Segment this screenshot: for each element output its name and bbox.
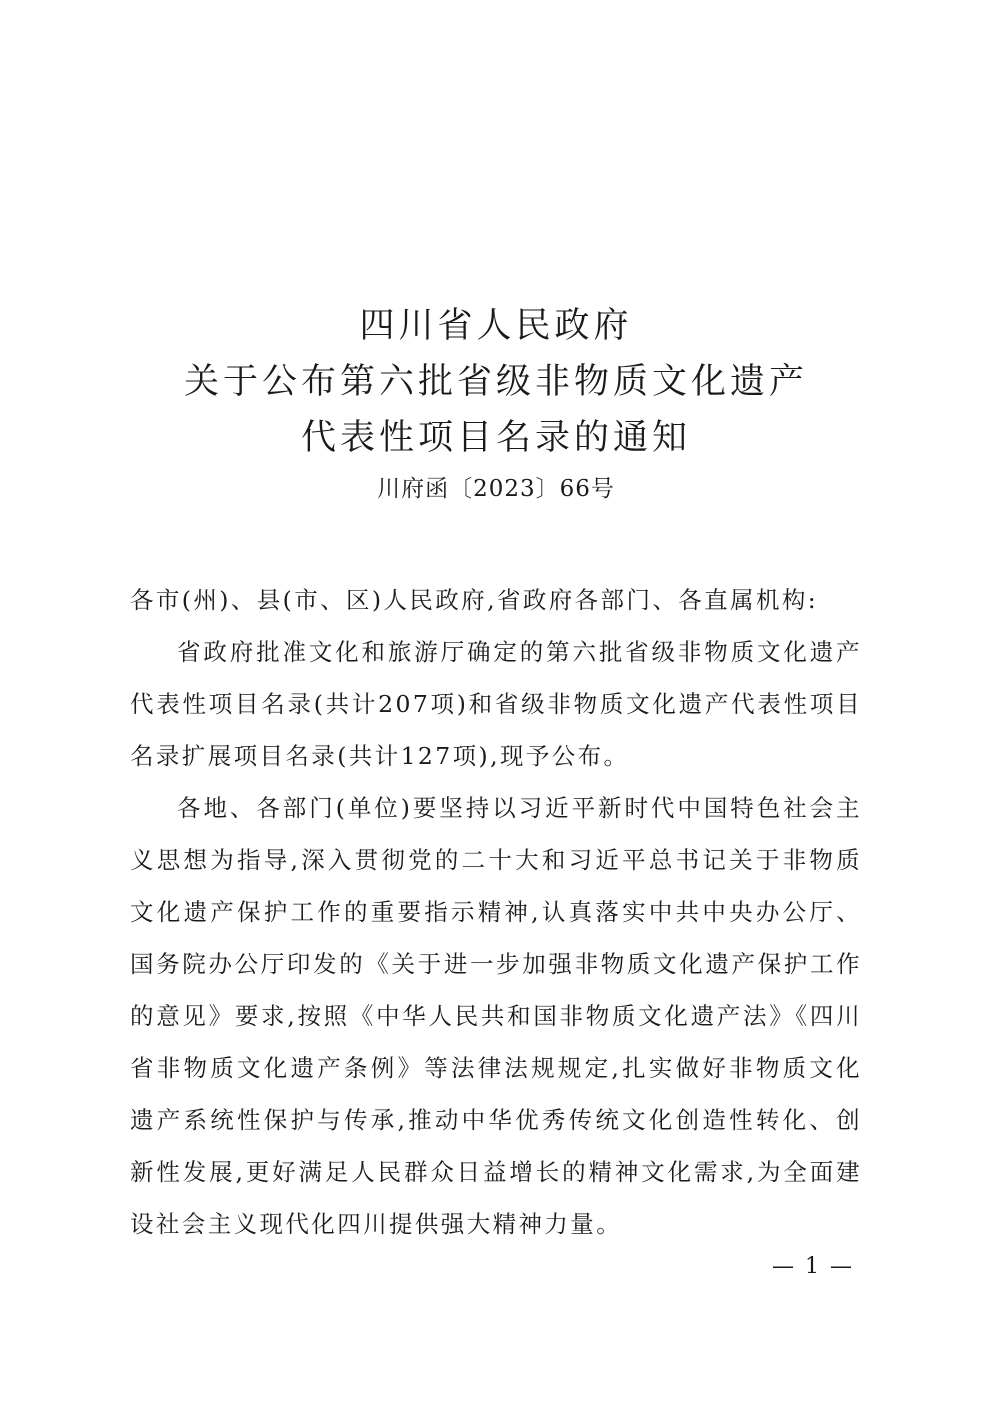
- document-title-block: [0, 298, 992, 506]
- document-body: [130, 574, 862, 1250]
- page-number: — 1 —: [772, 1254, 854, 1279]
- title-subject-line-2: 代表性项目名录的通知: [300, 418, 691, 458]
- title-issuer: 四川省人民政府: [359, 306, 633, 346]
- document-number: 川府函〔2023〕66号: [377, 476, 615, 502]
- salutation: 各市(州)、县(市、区)人民政府,省政府各部门、各直属机构:: [130, 586, 819, 614]
- paragraph-requirements: 各地、各部门(单位)要坚持以习近平新时代中国特色社会主义思想为指导,深入贯彻党的二十大和习近平总书记关于非物质文化遗产保护工作的重要指示精神,认真落实中共中央办公厅、国务院办公厅印发的《关于进一步加强非物质文化遗产保护工作的意见》要求,按照《中华人民共和国非物质文化遗产法》《四川省非物质文化遗产条例》等法律法规规定,扎实做好非物质文化遗产系统性保护与传承,推动中华优秀传统文化创造性转化、创新性发展,更好满足人民群众日益增长的精神文化需求,为全面建设社会主义现代化四川提供强大精神力量。: [130, 794, 862, 1238]
- title-subject-line-1: 关于公布第六批省级非物质文化遗产: [183, 362, 808, 402]
- paragraph-announcement: 省政府批准文化和旅游厅确定的第六批省级非物质文化遗产代表性项目名录(共计207项)和省级非物质文化遗产代表性项目名录扩展项目名录(共计127项),现予公布。: [130, 638, 862, 770]
